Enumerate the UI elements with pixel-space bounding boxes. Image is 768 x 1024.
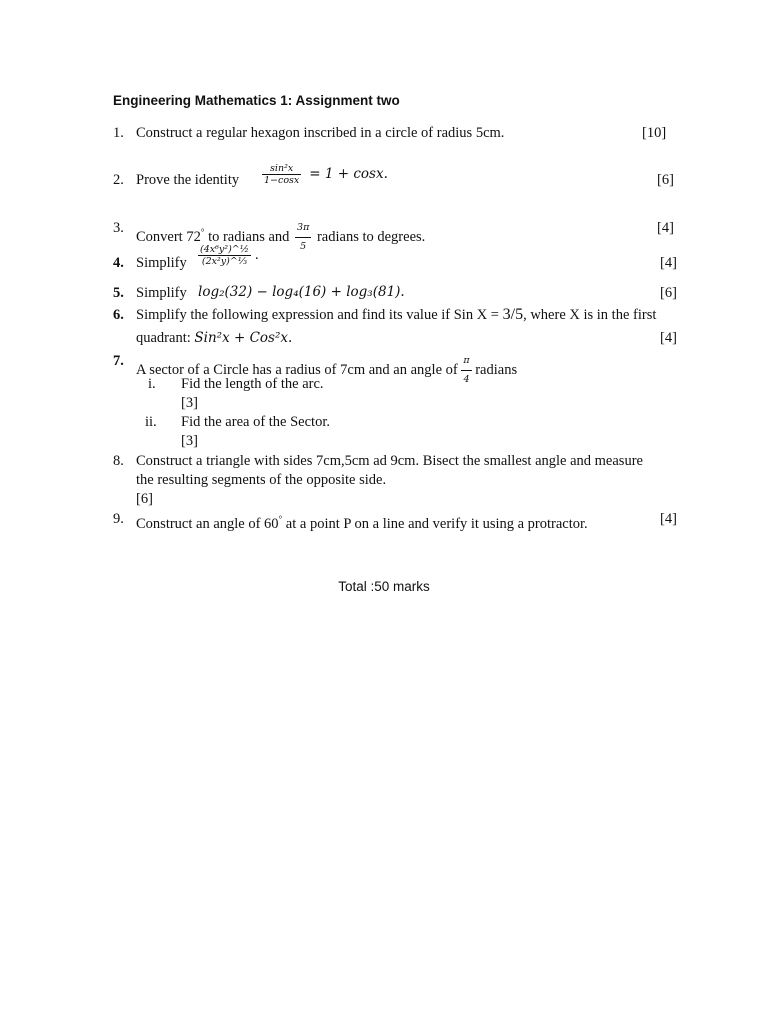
q7-sub2-text: Fid the area of the Sector. — [181, 414, 330, 430]
q7-sub1-text: Fid the length of the arc. — [181, 376, 324, 392]
q1-mark: [10] — [642, 125, 667, 141]
q6-line1-a: Simplify the following expression and find its value if Sin X = — [136, 307, 499, 323]
q3-text-b: to radians and — [208, 228, 290, 245]
q7-text-a: A sector of a Circle has a radius of 7cm and an angle of — [136, 361, 458, 378]
q4-number: 4. — [113, 255, 124, 271]
total-marks: Total :50 marks — [338, 579, 430, 594]
assignment-title: Engineering Mathematics 1: Assignment two — [113, 93, 400, 108]
q3-mark: [4] — [657, 220, 674, 236]
q5-text: Simplify — [136, 285, 187, 301]
q7-sub2-number: ii. — [145, 414, 157, 430]
q6-line1-b: , where X is in the first — [523, 307, 657, 323]
q5-expression: log₂(32) − log₄(16) + log₃(81). — [198, 284, 405, 300]
q2-fraction-numerator: sin²x — [262, 163, 301, 175]
q3-fraction-denominator: 5 — [300, 241, 307, 252]
q2-fraction — [262, 163, 301, 186]
q4-fraction-numerator: (4x⁶y²)^½ — [200, 244, 249, 255]
q8-line1: Construct a triangle with sides 7cm,5cm ad 9cm. Bisect the smallest angle and measure — [136, 453, 643, 469]
q9-number: 9. — [113, 511, 124, 527]
q2-number: 2. — [113, 172, 124, 188]
q3-fraction — [295, 219, 311, 256]
q3-text-c: radians to degrees. — [316, 228, 426, 245]
q3-text-a: Convert 72 — [136, 228, 201, 245]
q7-sub1-mark: [3] — [181, 395, 198, 411]
q7-fraction-denominator: 4 — [463, 374, 470, 385]
q7-number: 7. — [113, 353, 124, 369]
q3-fraction-numerator: 3π — [295, 219, 311, 238]
q4-expression — [198, 244, 259, 267]
q9-text-b: at a point P on a line and verify it using a protractor. — [285, 516, 588, 532]
q6-expression: Sin²x + Cos²x. — [194, 330, 293, 346]
q6-line2 — [136, 329, 292, 347]
q6-fraction: 3/5 — [502, 306, 524, 323]
q6-line1 — [136, 306, 656, 324]
q4-mark: [4] — [660, 255, 677, 271]
q7-sub1-number: i. — [148, 376, 156, 392]
q3-text — [136, 219, 425, 256]
q2-text: Prove the identity — [136, 172, 240, 188]
q7-fraction — [461, 352, 471, 389]
q4-fraction-denominator: (2x²y)^⅓ — [201, 256, 248, 267]
q6-line2-a: quadrant: — [136, 330, 191, 346]
q3-degree: ° — [200, 226, 205, 237]
q8-line2: the resulting segments of the opposite side. — [136, 472, 387, 488]
q6-number: 6. — [113, 307, 124, 323]
q9-text-a: Construct an angle of 60 — [136, 516, 279, 532]
q3-number: 3. — [113, 220, 124, 236]
q9-degree: ° — [278, 514, 283, 524]
q2-mark: [6] — [657, 172, 674, 188]
q4-period: . — [254, 247, 259, 264]
q4-fraction — [198, 244, 251, 267]
q4-text: Simplify — [136, 255, 187, 271]
q9-text — [136, 510, 588, 533]
q2-identity — [262, 163, 388, 186]
q8-number: 8. — [113, 453, 124, 469]
q5-number: 5. — [113, 285, 124, 301]
q8-mark: [6] — [136, 491, 153, 507]
q1-number: 1. — [113, 125, 124, 141]
q9-mark: [4] — [660, 511, 677, 527]
q2-fraction-denominator: 1−cosx — [264, 175, 300, 186]
q6-mark: [4] — [660, 330, 677, 346]
q2-rhs: = 1 + cosx. — [309, 166, 388, 183]
q5-mark: [6] — [660, 285, 677, 301]
q7-sub2-mark: [3] — [181, 433, 198, 449]
q1-text: Construct a regular hexagon inscribed in a circle of radius 5cm. — [136, 125, 505, 141]
q7-fraction-numerator: π — [461, 352, 471, 371]
q7-text-b: radians — [475, 361, 518, 378]
